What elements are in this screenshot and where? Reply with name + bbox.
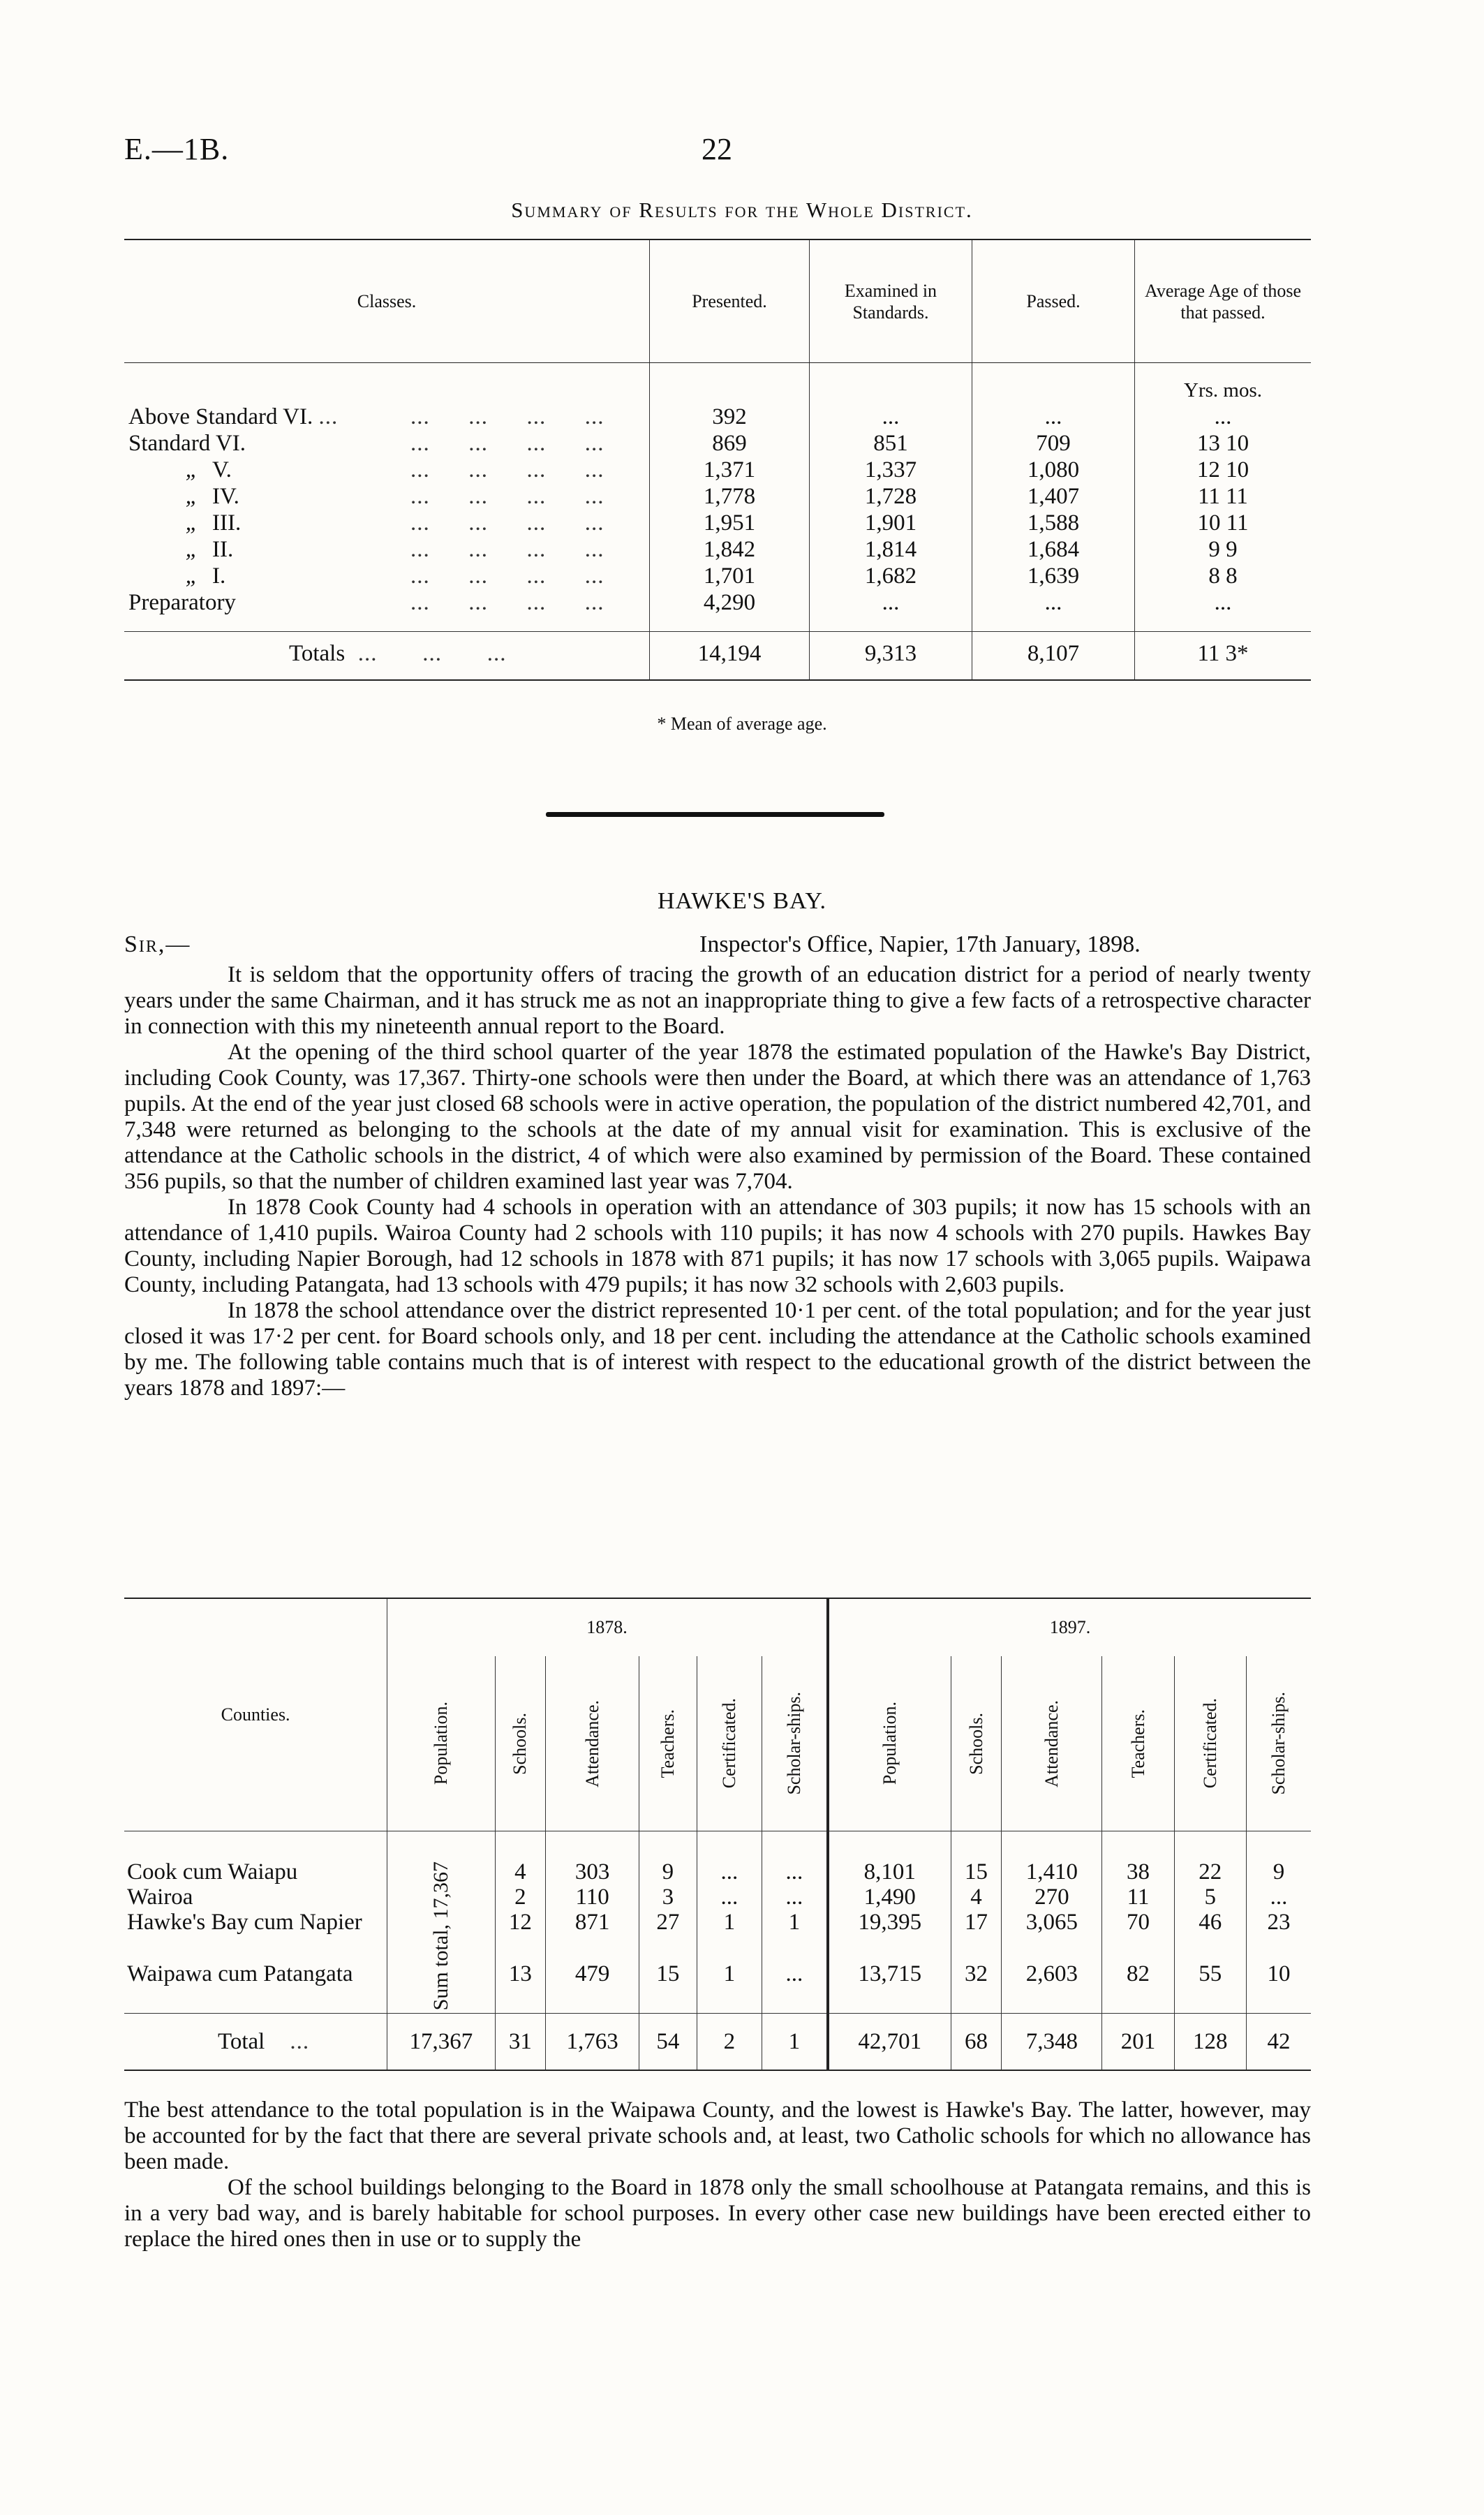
certificated-1878: ... — [697, 1831, 762, 1885]
scholarships-1878: ... — [762, 1961, 828, 2014]
total-scholarships-1897: 42 — [1246, 2014, 1311, 2071]
total-scholarships-1878: 1 — [762, 2014, 828, 2071]
summary-row: „ II. ... ... ... ... 1,842 1,814 1,684 9 9 — [124, 536, 1311, 563]
col-scholarships-1878: Scholar-ships. — [783, 1692, 804, 1795]
passed-cell: 1,684 — [972, 536, 1135, 563]
section-heading: HAWKE'S BAY. — [657, 888, 827, 914]
col-population-1878: Population. — [430, 1702, 451, 1785]
presented-cell: 392 — [650, 404, 810, 430]
schools-1897: 17 — [951, 1910, 1002, 1961]
age-cell: 11 11 — [1135, 483, 1312, 510]
summary-table — [124, 239, 1311, 681]
col-counties: Counties. — [124, 1598, 387, 1831]
summary-row: Preparatory ... ... ... ... 4,290 ... ... ... — [124, 589, 1311, 616]
attendance-1878: 110 — [546, 1885, 639, 1910]
closing-body — [124, 2097, 1311, 2252]
col-certificated-1897: Certificated. — [1199, 1698, 1220, 1789]
scholarships-1897: ... — [1246, 1885, 1311, 1910]
summary-body — [124, 404, 1311, 632]
class-label: Standard VI. — [128, 431, 246, 456]
attendance-1897: 3,065 — [1002, 1910, 1102, 1961]
passed-cell: 1,407 — [972, 483, 1135, 510]
schools-1897: 4 — [951, 1885, 1002, 1910]
col-population-1897: Population. — [879, 1702, 900, 1785]
class-label: II. — [212, 537, 234, 562]
age-cell: 9 9 — [1135, 536, 1312, 563]
examined-cell: 1,337 — [810, 457, 972, 483]
age-cell: ... — [1135, 589, 1312, 616]
teachers-1878: 27 — [639, 1910, 697, 1961]
counties-total-row: Total ... 17,367 31 1,763 54 2 1 42,701 68 7,348 201 128 42 — [124, 2014, 1311, 2071]
attendance-1897: 270 — [1002, 1885, 1102, 1910]
certificated-1897: 46 — [1174, 1910, 1246, 1961]
presented-cell: 1,951 — [650, 510, 810, 536]
teachers-1897: 70 — [1102, 1910, 1174, 1961]
class-label: IV. — [212, 484, 239, 509]
passed-cell: ... — [972, 589, 1135, 616]
schools-1878: 2 — [495, 1885, 546, 1910]
teachers-1897: 82 — [1102, 1961, 1174, 2014]
teachers-1878: 3 — [639, 1885, 697, 1910]
summary-row: Standard VI. ... ... ... ... 869 851 709 13 10 — [124, 430, 1311, 457]
col-certificated-1878: Certificated. — [718, 1698, 739, 1789]
certificated-1897: 55 — [1174, 1961, 1246, 2014]
attendance-1897: 1,410 — [1002, 1831, 1102, 1885]
county-row — [124, 1831, 1311, 1885]
col-attendance-1897: Attendance. — [1041, 1699, 1062, 1787]
passed-cell: 1,639 — [972, 563, 1135, 589]
paragraph: In 1878 Cook County had 4 schools in operation with an attendance of 303 pupils; it now has 15 schools with an attendance of 1,410 pupils. Wairoa County had 2 schools with 110 pupils; it has now 4 schools with 270 pupils. Hawkes Bay County, including Napier Borough, had 12 schools in 1878 with 871 pupils; it has now 17 schools with 3,065 pupils. Waipawa County, including Patangata, had 13 schools with 479 pupils; it has now 32 schools with 2,603 pupils. — [124, 1195, 1311, 1297]
examined-cell: ... — [810, 404, 972, 430]
total-schools-1878: 31 — [495, 2014, 546, 2071]
total-certificated-1897: 128 — [1174, 2014, 1246, 2071]
class-label: I. — [212, 563, 226, 589]
section-divider — [546, 812, 884, 817]
scholarships-1897: 23 — [1246, 1910, 1311, 1961]
year-1897: 1897. — [828, 1598, 1311, 1656]
ditto-mark: „ — [185, 484, 198, 509]
total-schools-1897: 68 — [951, 2014, 1002, 2071]
salutation: Sir,— — [124, 931, 191, 957]
col-presented: Presented. — [650, 239, 810, 363]
total-label: Total — [218, 2029, 265, 2054]
totals-age: 11 3* — [1135, 632, 1312, 681]
age-cell: 12 10 — [1135, 457, 1312, 483]
total-population-1878: 17,367 — [387, 2014, 495, 2071]
presented-cell: 1,842 — [650, 536, 810, 563]
schools-1878: 13 — [495, 1961, 546, 2014]
examined-cell: 851 — [810, 430, 972, 457]
schools-1897: 32 — [951, 1961, 1002, 2014]
scholarships-1897: 10 — [1246, 1961, 1311, 2014]
presented-cell: 869 — [650, 430, 810, 457]
county-name: Waipawa cum Patangata — [127, 1961, 353, 1986]
age-cell: 8 8 — [1135, 563, 1312, 589]
passed-cell: 1,080 — [972, 457, 1135, 483]
col-teachers-1897: Teachers. — [1127, 1709, 1148, 1778]
paragraph: In 1878 the school attendance over the district represented 10·1 per cent. of the total population; and for the year just closed it was 17·2 per cent. for Board schools only, and 18 per cent. including the attendance at the Catholic schools examined by me. The following table contains much that is of interest with respect to the educational growth of the district between the years 1878 and 1897:— — [124, 1298, 1311, 1401]
attendance-1878: 871 — [546, 1910, 639, 1961]
presented-cell: 4,290 — [650, 589, 810, 616]
presented-cell: 1,371 — [650, 457, 810, 483]
age-cell: 13 10 — [1135, 430, 1312, 457]
teachers-1897: 11 — [1102, 1885, 1174, 1910]
class-label: III. — [212, 510, 242, 536]
counties-body — [124, 1831, 1311, 2014]
examined-cell: 1,682 — [810, 563, 972, 589]
ditto-mark: „ — [185, 457, 198, 482]
age-unit: Yrs. mos. — [1135, 363, 1312, 404]
county-row — [124, 1885, 1311, 1910]
sum-total-note: Sum total, 17,367 — [429, 1861, 452, 2011]
total-teachers-1897: 201 — [1102, 2014, 1174, 2071]
total-population-1897: 42,701 — [828, 2014, 951, 2071]
schools-1897: 15 — [951, 1831, 1002, 1885]
footnote: * Mean of average age. — [657, 714, 827, 734]
schools-1878: 12 — [495, 1910, 546, 1961]
county-row — [124, 1961, 1311, 2014]
counties-table — [124, 1598, 1311, 2071]
paragraph: Of the school buildings belonging to the Board in 1878 only the small schoolhouse at Patangata remains, and this is in a very bad way, and is barely habitable for school purposes. In every other case new buildings have been erected either to replace the hired ones then in use or to supply the — [124, 2175, 1311, 2252]
year-1878: 1878. — [387, 1598, 828, 1656]
population-1897: 8,101 — [828, 1831, 951, 1885]
passed-cell: 709 — [972, 430, 1135, 457]
summary-row: Above Standard VI. ... ... ... ... ... 392 ... ... ... — [124, 404, 1311, 430]
county-row — [124, 1910, 1311, 1961]
summary-row: „ III. ... ... ... ... 1,951 1,901 1,588 10 11 — [124, 510, 1311, 536]
age-unit-row — [124, 363, 1311, 404]
certificated-1878: 1 — [697, 1910, 762, 1961]
passed-cell: ... — [972, 404, 1135, 430]
examined-cell: 1,814 — [810, 536, 972, 563]
summary-row: „ V. ... ... ... ... 1,371 1,337 1,080 12 10 — [124, 457, 1311, 483]
examined-cell: 1,901 — [810, 510, 972, 536]
paragraph: The best attendance to the total population is in the Waipawa County, and the lowest is Hawke's Bay. The latter, however, may be accounted for by the fact that there are several private schools and, at least, two Catholic schools for which no allowance has been made. — [124, 2097, 1311, 2174]
col-examined: Examined in Standards. — [810, 239, 972, 363]
col-passed: Passed. — [972, 239, 1135, 363]
col-classes: Classes. — [124, 239, 650, 363]
scholarships-1878: ... — [762, 1831, 828, 1885]
county-name: Wairoa — [127, 1885, 193, 1910]
page-number: 22 — [702, 132, 732, 166]
population-1897: 13,715 — [828, 1961, 951, 2014]
teachers-1878: 15 — [639, 1961, 697, 2014]
summary-row: „ IV. ... ... ... ... 1,778 1,728 1,407 11 11 — [124, 483, 1311, 510]
scholarships-1897: 9 — [1246, 1831, 1311, 1885]
letter-address: Inspector's Office, Napier, 17th January, 1898. — [699, 931, 1141, 957]
year-header-row — [124, 1598, 1311, 1656]
total-attendance-1878: 1,763 — [546, 2014, 639, 2071]
county-name: Hawke's Bay cum Napier — [127, 1910, 362, 1935]
totals-presented: 14,194 — [650, 632, 810, 681]
col-schools-1878: Schools. — [510, 1712, 530, 1775]
ditto-mark: „ — [185, 537, 198, 562]
teachers-1897: 38 — [1102, 1831, 1174, 1885]
attendance-1878: 479 — [546, 1961, 639, 2014]
class-label: V. — [212, 457, 232, 482]
attendance-1897: 2,603 — [1002, 1961, 1102, 2014]
scholarships-1878: 1 — [762, 1910, 828, 1961]
paragraph: It is seldom that the opportunity offers of tracing the growth of an education district for a period of nearly twenty years under the same Chairman, and it has struck me as not an inappropriate thing to give a few facts of a retrospective character in connection with this my nineteenth annual report to the Board. — [124, 962, 1311, 1039]
scholarships-1878: ... — [762, 1885, 828, 1910]
class-label: Above Standard VI. — [128, 404, 313, 429]
class-label: Preparatory — [128, 590, 236, 615]
letter-body — [124, 962, 1311, 1401]
population-1897: 1,490 — [828, 1885, 951, 1910]
ditto-mark: „ — [185, 563, 198, 589]
certificated-1878: 1 — [697, 1961, 762, 2014]
certificated-1897: 5 — [1174, 1885, 1246, 1910]
schools-1878: 4 — [495, 1831, 546, 1885]
presented-cell: 1,701 — [650, 563, 810, 589]
examined-cell: 1,728 — [810, 483, 972, 510]
summary-totals-row: Totals ... ... ... 14,194 9,313 8,107 11 3* — [124, 632, 1311, 681]
attendance-1878: 303 — [546, 1831, 639, 1885]
county-name: Cook cum Waiapu — [127, 1859, 298, 1885]
col-attendance-1878: Attendance. — [581, 1699, 602, 1787]
age-cell: 10 11 — [1135, 510, 1312, 536]
col-schools-1897: Schools. — [965, 1712, 986, 1775]
totals-examined: 9,313 — [810, 632, 972, 681]
ditto-mark: „ — [185, 510, 198, 536]
document-code: E.—1B. — [124, 132, 230, 166]
age-cell: ... — [1135, 404, 1312, 430]
examined-cell: ... — [810, 589, 972, 616]
paragraph: At the opening of the third school quarter of the year 1878 the estimated population of the Hawke's Bay District, including Cook County, was 17,367. Thirty-one schools were then under the Board, at which there was an attendance of 1,763 pupils. At the end of the year just closed 68 schools were in active operation, the population of the district numbered 42,701, and 7,348 were returned as belonging to the schools at the date of my annual visit for examination. This is exclusive of the attendance at the Catholic schools in the district, 4 of which were also examined by permission of the Board. These contained 356 pupils, so that the number of children examined last year was 7,704. — [124, 1040, 1311, 1194]
totals-label: Totals — [289, 641, 346, 666]
total-attendance-1897: 7,348 — [1002, 2014, 1102, 2071]
population-1897: 19,395 — [828, 1910, 951, 1961]
certificated-1878: ... — [697, 1885, 762, 1910]
col-average-age: Average Age of those that passed. — [1135, 239, 1312, 363]
teachers-1878: 9 — [639, 1831, 697, 1885]
certificated-1897: 22 — [1174, 1831, 1246, 1885]
col-teachers-1878: Teachers. — [657, 1709, 678, 1778]
total-certificated-1878: 2 — [697, 2014, 762, 2071]
summary-title: Summary of Results for the Whole District. — [511, 198, 973, 222]
total-teachers-1878: 54 — [639, 2014, 697, 2071]
col-scholarships-1897: Scholar-ships. — [1268, 1692, 1289, 1795]
summary-header-row — [124, 239, 1311, 363]
presented-cell: 1,778 — [650, 483, 810, 510]
passed-cell: 1,588 — [972, 510, 1135, 536]
totals-passed: 8,107 — [972, 632, 1135, 681]
summary-row: „ I. ... ... ... ... 1,701 1,682 1,639 8 8 — [124, 563, 1311, 589]
